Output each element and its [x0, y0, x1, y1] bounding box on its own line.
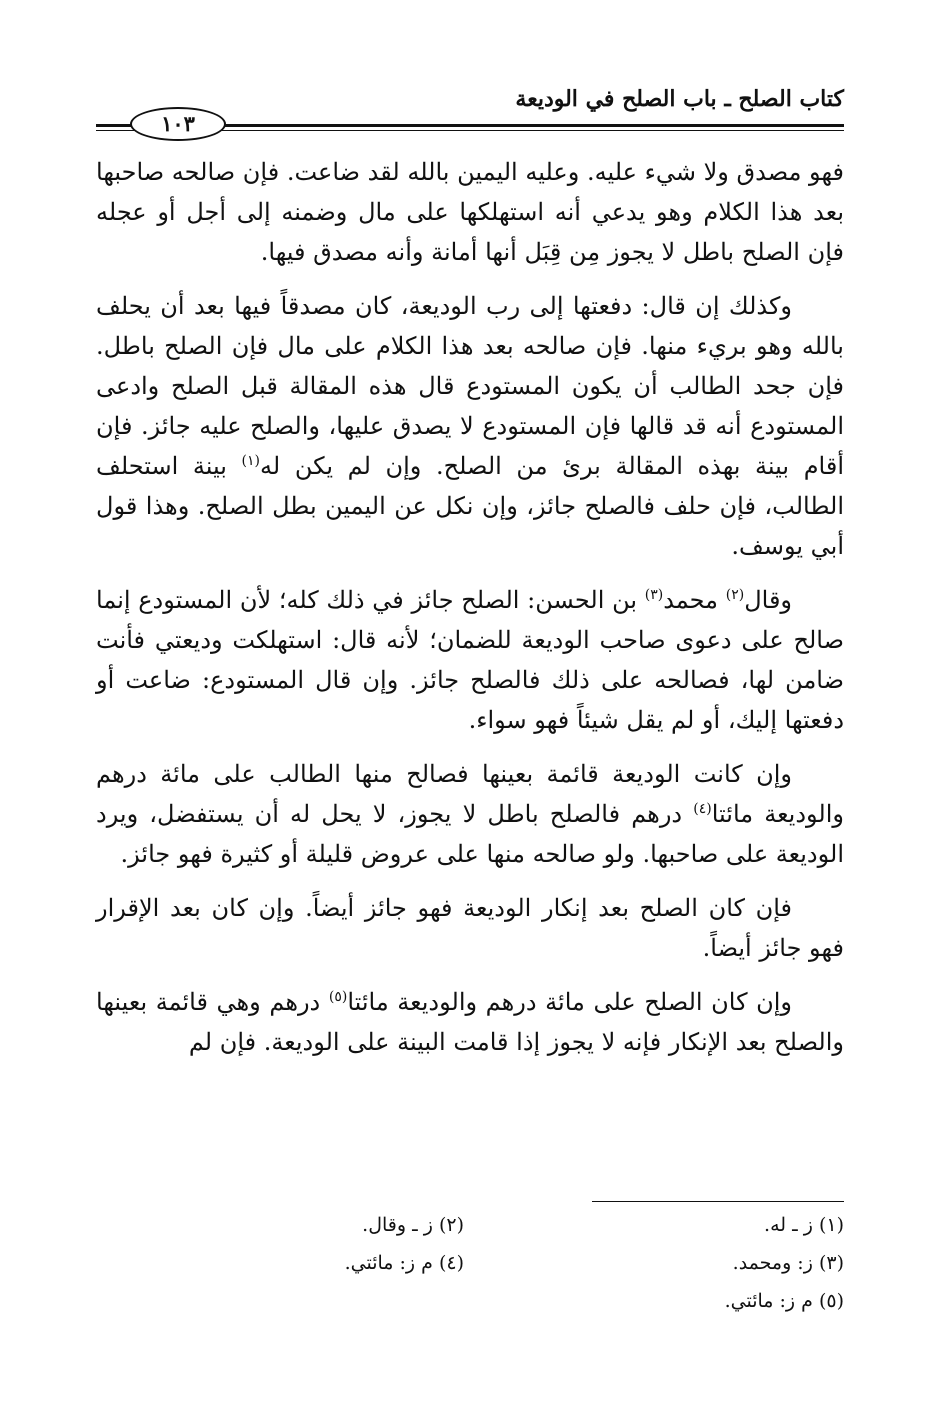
footnote-text: ز ـ له. — [764, 1214, 813, 1236]
footnote-row — [96, 1252, 844, 1290]
running-title: كتاب الصلح ـ باب الصلح في الوديعة — [515, 86, 844, 112]
paragraph-2-text-b: بينة استحلف الطالب، فإن حلف فالصلح جائز، وإن نكل عن اليمين بطل الصلح. وهذا قول أبي يوسف. — [96, 452, 844, 560]
page-header — [96, 84, 844, 134]
footnotes — [96, 1214, 844, 1328]
main-text — [96, 152, 844, 1076]
footnote-number: (٥) — [818, 1290, 844, 1312]
footnote-3 — [733, 1252, 844, 1274]
footnote-1 — [764, 1214, 844, 1236]
paragraph-1: فهو مصدق ولا شيء عليه. وعليه اليمين بالله لقد ضاعت. فإن صالحه صاحبها بعد هذا الكلام وهو يدعي أنه استهلكها على مال وضمنه إلى أجل أو عجله فإن الصلح باطل لا يجوز مِن قِبَل أنها أمانة وأنه مصدق فيها. — [96, 158, 845, 266]
footnote-separator — [592, 1201, 844, 1202]
footnote-marker-3: (٣) — [644, 587, 664, 603]
paragraph-2-text-a: وكذلك إن قال: دفعتها إلى رب الوديعة، كان مصدقاً فيها بعد أن يحلف بالله وهو بريء منها. فإن صالحه بعد هذا الكلام على مال فإن الصلح باطل. فإن جحد الطالب أن يكون المستودع قال هذه المقالة قبل الصلح وادعى المستودع أنه قد قالها فإن المستودع لا يصدق عليها، والصلح عليه جائز. فإن أقام بينة بهذه المقالة برئ من الصلح. وإن لم يكن — [96, 292, 844, 480]
footnote-text: ز: ومحمد. — [732, 1252, 813, 1274]
footnote-marker-2: (٢) — [725, 587, 745, 603]
paragraph-4 — [96, 754, 844, 874]
footnote-text: ز ـ وقال. — [362, 1214, 433, 1236]
footnote-5 — [725, 1290, 844, 1312]
footnote-marker-4: (٤) — [693, 801, 712, 817]
page-number: ١٠٣ — [130, 107, 226, 141]
paragraph-6-text-b: درهم وهي قائمة بعينها والصلح بعد الإنكار فإنه لا يجوز إذا قامت البينة على الوديعة. فإن لم — [96, 988, 844, 1056]
footnote-4 — [345, 1252, 464, 1274]
paragraph-5: فإن كان الصلح بعد إنكار الوديعة فهو جائز أيضاً. وإن كان بعد الإقرار فهو جائز أيضاً. — [96, 894, 844, 962]
footnote-marker-5: (٥) — [328, 989, 348, 1005]
paragraph-3-text: بن الحسن: الصلح جائز في ذلك كله؛ لأن المستودع إنما صالح على دعوى صاحب الوديعة للضمان؛ لأنه قال: استهلكت وديعتي فأنت ضامن لها، فصالحه على ذلك فالصلح جائز. وإن قال المستودع: ضاعت أو دفعتها إليك، أو لم يقل شيئاً فهو سواء. — [96, 586, 845, 734]
footnote-row — [96, 1290, 844, 1328]
paragraph-6-text-a: وإن كان الصلح على مائة درهم والوديعة مائتا — [347, 988, 792, 1016]
footnote-number: (٢) — [438, 1214, 464, 1236]
footnote-text: م ز: مائتي. — [724, 1290, 813, 1312]
word-waqala: وقال — [744, 586, 793, 614]
footnote-text: م ز: مائتي. — [344, 1252, 433, 1274]
footnote-number: (٤) — [438, 1252, 464, 1274]
footnote-number: (٣) — [818, 1252, 844, 1274]
paragraph-2 — [96, 286, 844, 566]
footnote-2 — [362, 1214, 464, 1236]
footnote-marker-1: (١) — [241, 453, 261, 469]
paragraph-4-text-a: وإن كانت الوديعة قائمة بعينها فصالح منها الطالب على مائة درهم والوديعة مائتا — [96, 760, 844, 828]
footnote-row — [96, 1214, 844, 1252]
footnote-number: (١) — [818, 1214, 844, 1236]
word-lahu: له — [260, 452, 281, 480]
word-muhammad: محمد — [663, 586, 719, 614]
paragraph-6 — [96, 982, 844, 1062]
paragraph-3 — [96, 580, 844, 740]
paragraph-4-text-b: درهم فالصلح باطل لا يجوز، لا يحل له أن يستفضل، ويرد الوديعة على صاحبها. ولو صالحه منها على عروض قليلة أو كثيرة فهو جائز. — [96, 800, 844, 868]
